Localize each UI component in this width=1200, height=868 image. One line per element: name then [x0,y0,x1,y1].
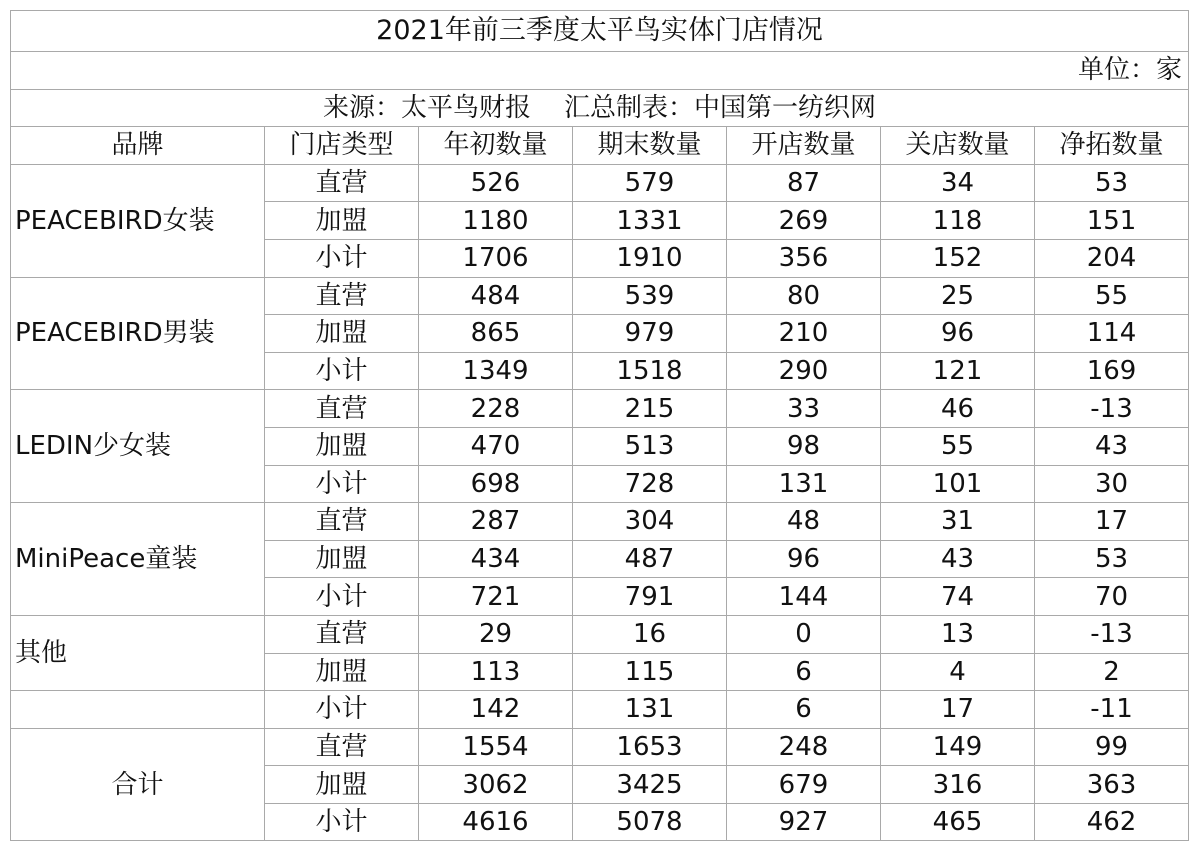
header-end-count: 期末数量 [573,127,727,165]
value-cell: 791 [573,578,727,616]
value-cell: 210 [727,315,881,353]
header-row [11,127,1189,165]
value-cell: 33 [727,390,881,428]
value-cell: 204 [1035,239,1189,277]
store-type-cell: 直营 [265,277,419,315]
value-cell: 4 [881,653,1035,691]
value-cell: 31 [881,503,1035,541]
store-type-cell: 直营 [265,728,419,766]
table-body [11,11,1189,841]
store-type-cell: 加盟 [265,202,419,240]
title-row [11,11,1189,52]
value-cell: 3062 [419,766,573,804]
value-cell: 98 [727,427,881,465]
store-type-cell: 直营 [265,390,419,428]
value-cell: 169 [1035,352,1189,390]
value-cell: 462 [1035,803,1189,841]
table-row [11,615,1189,653]
value-cell: 539 [573,277,727,315]
brand-cell: MiniPeace童装 [11,503,265,616]
value-cell: 43 [1035,427,1189,465]
store-type-cell: 小计 [265,239,419,277]
value-cell: 316 [881,766,1035,804]
value-cell: 34 [881,164,1035,202]
table-row [11,277,1189,315]
header-closed-count: 关店数量 [881,127,1035,165]
store-type-cell: 小计 [265,352,419,390]
value-cell: 113 [419,653,573,691]
table-title: 2021年前三季度太平鸟实体门店情况 [11,11,1189,52]
value-cell: 215 [573,390,727,428]
value-cell: 151 [1035,202,1189,240]
value-cell: 48 [727,503,881,541]
value-cell: 74 [881,578,1035,616]
value-cell: 101 [881,465,1035,503]
value-cell: 6 [727,691,881,729]
table-row [11,390,1189,428]
value-cell: 55 [881,427,1035,465]
store-table [10,10,1189,841]
value-cell: 248 [727,728,881,766]
value-cell: 679 [727,766,881,804]
table-row [11,728,1189,766]
store-type-cell: 加盟 [265,653,419,691]
value-cell: 526 [419,164,573,202]
value-cell: 70 [1035,578,1189,616]
value-cell: 721 [419,578,573,616]
value-cell: 118 [881,202,1035,240]
brand-cell: 其他 [11,615,265,690]
value-cell: 99 [1035,728,1189,766]
store-table-sheet [10,10,1188,841]
value-cell: 4616 [419,803,573,841]
value-cell: 728 [573,465,727,503]
table-row [11,164,1189,202]
unit-row [11,52,1189,90]
value-cell: 465 [881,803,1035,841]
value-cell: 1706 [419,239,573,277]
store-type-cell: 加盟 [265,540,419,578]
table-row [11,691,1189,729]
value-cell: 53 [1035,164,1189,202]
value-cell: 152 [881,239,1035,277]
value-cell: 1554 [419,728,573,766]
empty-brand-cell [11,691,265,729]
value-cell: 1349 [419,352,573,390]
store-type-cell: 小计 [265,465,419,503]
brand-cell: 合计 [11,728,265,841]
value-cell: 87 [727,164,881,202]
value-cell: 6 [727,653,881,691]
value-cell: 53 [1035,540,1189,578]
value-cell: 487 [573,540,727,578]
value-cell: 579 [573,164,727,202]
store-type-cell: 小计 [265,578,419,616]
value-cell: 3425 [573,766,727,804]
value-cell: 865 [419,315,573,353]
value-cell: 17 [881,691,1035,729]
value-cell: 287 [419,503,573,541]
value-cell: 979 [573,315,727,353]
value-cell: 29 [419,615,573,653]
source-label: 来源：太平鸟财报 汇总制表：中国第一纺织网 [11,89,1189,127]
store-type-cell: 加盟 [265,427,419,465]
value-cell: 13 [881,615,1035,653]
value-cell: 96 [881,315,1035,353]
value-cell: 927 [727,803,881,841]
value-cell: 16 [573,615,727,653]
store-type-cell: 直营 [265,503,419,541]
value-cell: 115 [573,653,727,691]
value-cell: 269 [727,202,881,240]
source-row [11,89,1189,127]
value-cell: 1910 [573,239,727,277]
store-type-cell: 加盟 [265,315,419,353]
brand-cell: PEACEBIRD男装 [11,277,265,390]
value-cell: 304 [573,503,727,541]
value-cell: 290 [727,352,881,390]
value-cell: 114 [1035,315,1189,353]
value-cell: 698 [419,465,573,503]
value-cell: 470 [419,427,573,465]
value-cell: 30 [1035,465,1189,503]
store-type-cell: 直营 [265,164,419,202]
header-opened-count: 开店数量 [727,127,881,165]
header-start-count: 年初数量 [419,127,573,165]
value-cell: 25 [881,277,1035,315]
store-type-cell: 小计 [265,691,419,729]
table-row [11,503,1189,541]
unit-label: 单位：家 [11,52,1189,90]
value-cell: 5078 [573,803,727,841]
value-cell: 1518 [573,352,727,390]
header-net-count: 净拓数量 [1035,127,1189,165]
value-cell: 131 [727,465,881,503]
value-cell: 80 [727,277,881,315]
value-cell: 2 [1035,653,1189,691]
value-cell: 1653 [573,728,727,766]
value-cell: 17 [1035,503,1189,541]
store-type-cell: 小计 [265,803,419,841]
header-brand: 品牌 [11,127,265,165]
value-cell: -13 [1035,615,1189,653]
value-cell: 363 [1035,766,1189,804]
value-cell: 1180 [419,202,573,240]
value-cell: 149 [881,728,1035,766]
value-cell: 46 [881,390,1035,428]
value-cell: 484 [419,277,573,315]
value-cell: 144 [727,578,881,616]
store-type-cell: 直营 [265,615,419,653]
header-store-type: 门店类型 [265,127,419,165]
value-cell: 0 [727,615,881,653]
value-cell: 434 [419,540,573,578]
store-type-cell: 加盟 [265,766,419,804]
value-cell: 356 [727,239,881,277]
brand-cell: PEACEBIRD女装 [11,164,265,277]
value-cell: 1331 [573,202,727,240]
value-cell: -13 [1035,390,1189,428]
value-cell: 43 [881,540,1035,578]
value-cell: 228 [419,390,573,428]
value-cell: 121 [881,352,1035,390]
value-cell: -11 [1035,691,1189,729]
value-cell: 96 [727,540,881,578]
value-cell: 513 [573,427,727,465]
value-cell: 55 [1035,277,1189,315]
value-cell: 131 [573,691,727,729]
brand-cell: LEDIN少女装 [11,390,265,503]
value-cell: 142 [419,691,573,729]
